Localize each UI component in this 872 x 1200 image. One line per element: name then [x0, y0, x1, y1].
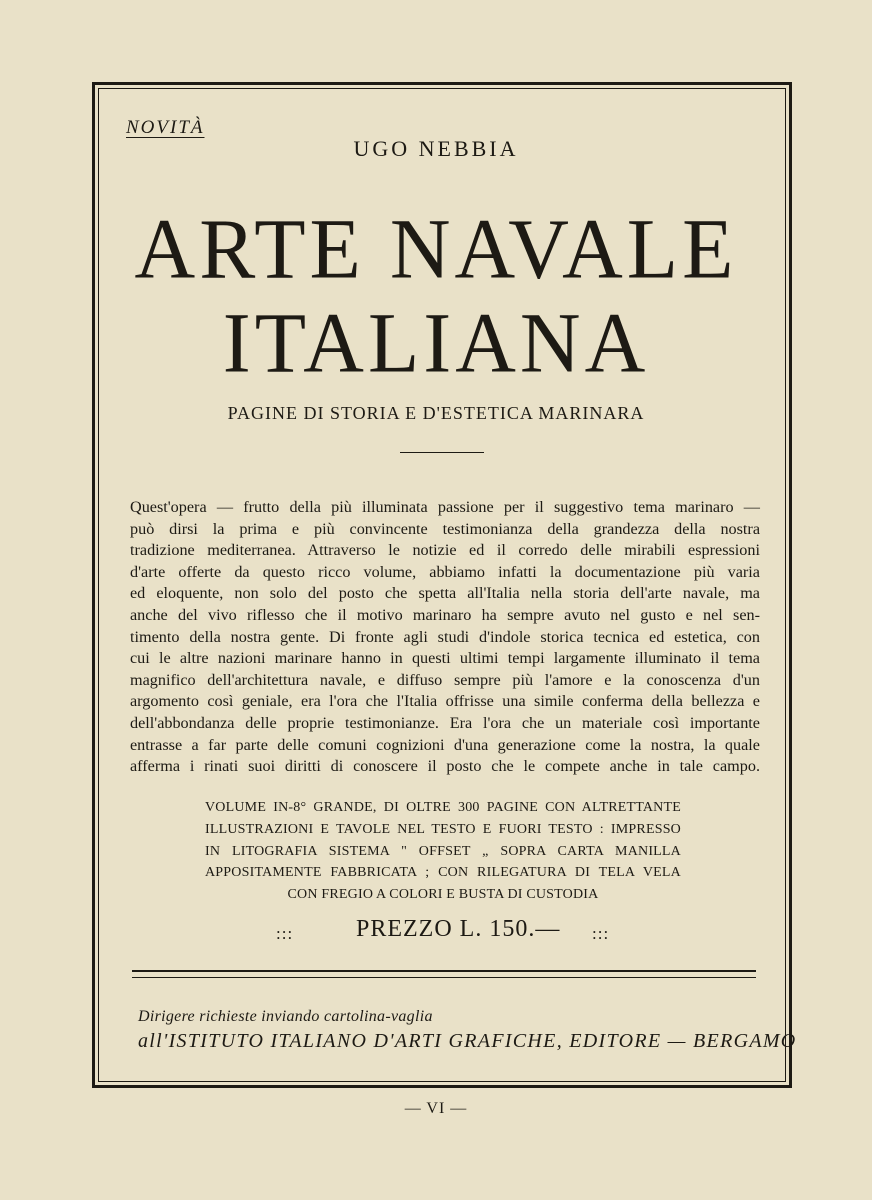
body-line: entrasse a far parte delle comuni cognizioni d'una generazione come la nostra, la quale	[130, 735, 760, 754]
body-line: timento della nostra gente. Di fronte agli studi d'indole storica tecnica ed estetica, con	[130, 627, 760, 646]
body-line: magnifico dell'architettura navale, e diffuso sempre più l'amore e la conoscenza d'un	[130, 670, 760, 689]
body-line: argomento così geniale, era l'ora che l'Italia offrisse una simile conferma della bellezza e	[130, 692, 760, 711]
spec-line: VOLUME IN-8° GRANDE, DI OLTRE 300 PAGINE CON ALTRETTANTE	[205, 800, 681, 815]
spec-line: APPOSITAMENTE FABBRICATA ; CON RILEGATURA DI TELA VELA	[205, 865, 681, 881]
title-line-2: ITALIANA	[222, 296, 650, 391]
body-line: afferma i rinati suoi diritti di conoscere il posto che le compete anche in tale campo.	[130, 757, 760, 776]
order-instructions: Dirigere richieste inviando cartolina-vaglia	[138, 1008, 433, 1025]
short-divider	[400, 452, 484, 453]
spec-line: ILLUSTRAZIONI E TAVOLE NEL TESTO E FUORI TESTO : IMPRESSO	[205, 821, 681, 837]
body-line: dell'abbondanza delle proprie testimonianze. Era l'ora che un materiale così importante	[130, 713, 760, 732]
body-line: d'arte offerte da questo ricco volume, abbiamo infatti la documentazione più varia	[130, 562, 760, 581]
ornament-right: :::	[592, 924, 610, 943]
body-line: anche del vivo riflesso che il motivo marinaro ha sempre avuto nel gusto e nel sen-	[130, 605, 760, 624]
volume-specifications	[205, 797, 681, 906]
subtitle: PAGINE DI STORIA E D'ESTETICA MARINARA	[227, 403, 645, 423]
title-line-1: ARTE NAVALE	[134, 202, 738, 297]
body-line: cui le altre nazioni marinare hanno in questi ultimi tempi largamente illuminato il tema	[130, 649, 760, 668]
double-rule-top	[132, 970, 756, 972]
price: PREZZO L. 150.—	[356, 916, 561, 942]
publisher-address: all'ISTITUTO ITALIANO D'ARTI GRAFICHE, EDITORE — BERGAMO	[138, 1030, 797, 1052]
body-line: tradizione mediterranea. Attraverso le notizie ed il corredo delle mirabili espressioni	[130, 541, 760, 560]
page-number: — VI —	[404, 1100, 468, 1117]
price-row	[130, 916, 760, 948]
double-rule-bottom	[132, 977, 756, 978]
novelty-label: NOVITÀ	[126, 117, 205, 138]
author-name: UGO NEBBIA	[353, 136, 519, 161]
description-paragraph	[130, 497, 760, 778]
ornament-left: :::	[276, 924, 294, 943]
body-line: può dirsi la prima e più convincente testimonianza della grandezza della nostra	[130, 519, 760, 538]
spec-line: IN LITOGRAFIA SISTEMA " OFFSET „ SOPRA CARTA MANILLA	[205, 843, 681, 859]
body-line: Quest'opera — frutto della più illuminata passione per il suggestivo tema marinaro —	[130, 498, 760, 516]
body-line: ed eloquente, non solo del posto che spetta all'Italia nella storia dell'arte navale, ma	[130, 584, 760, 603]
spec-line: CON FREGIO A COLORI E BUSTA DI CUSTODIA	[287, 887, 599, 903]
